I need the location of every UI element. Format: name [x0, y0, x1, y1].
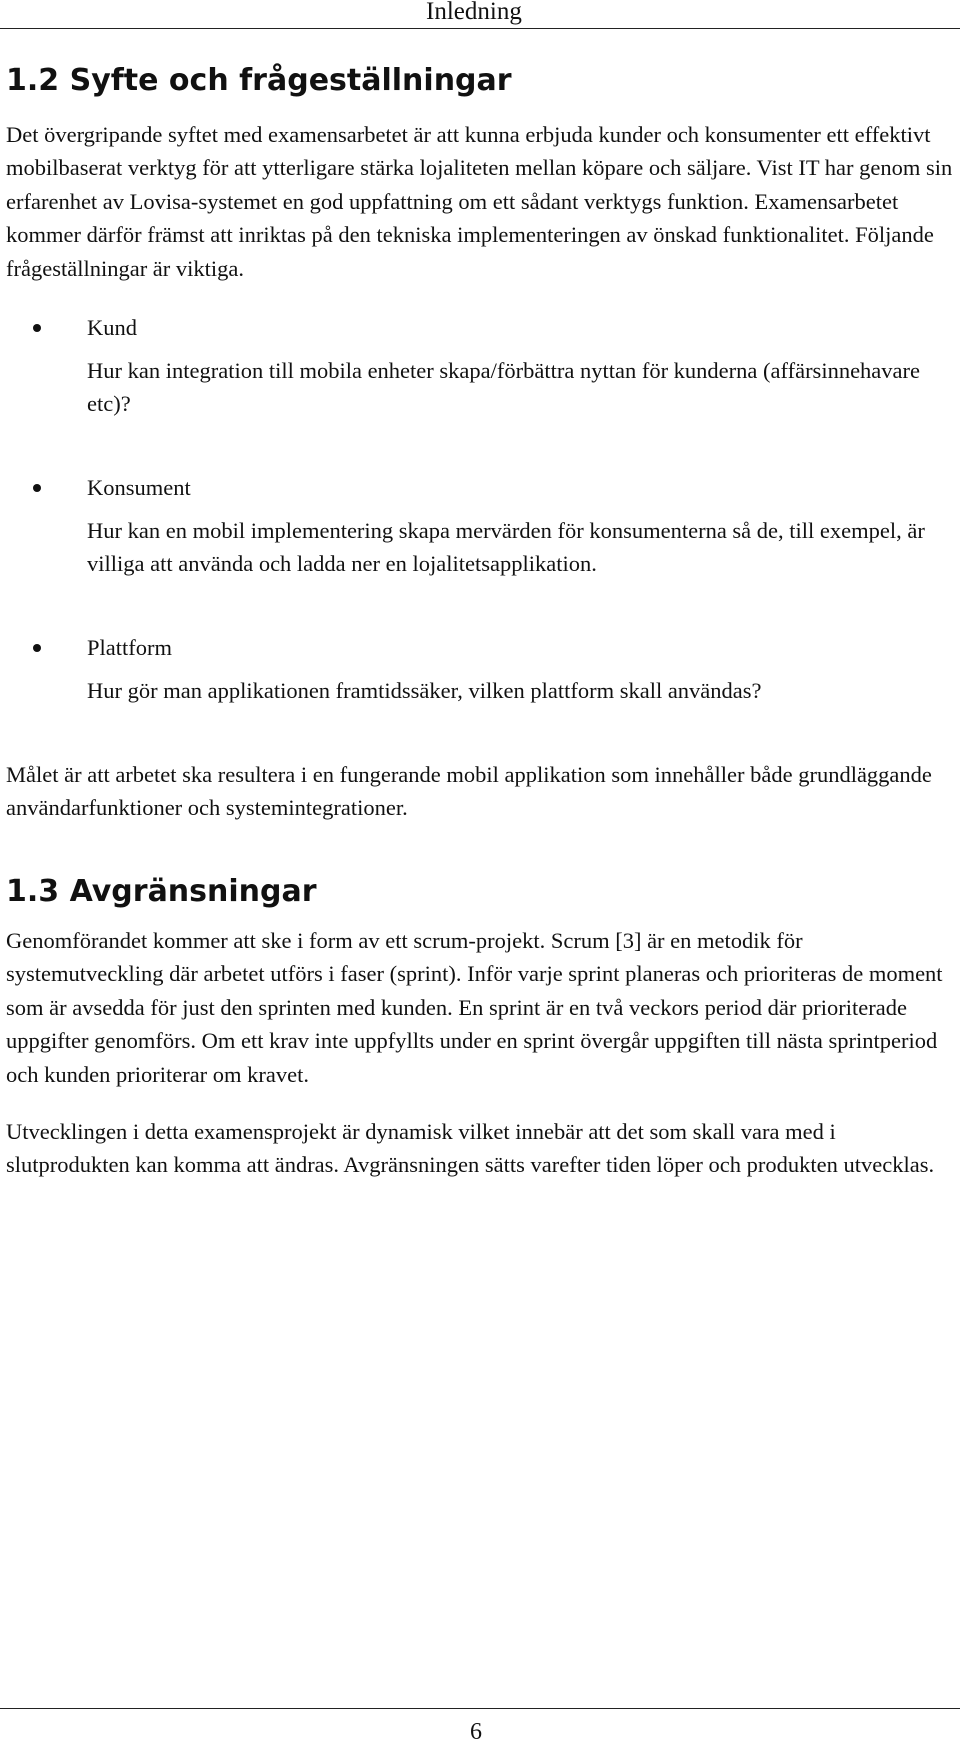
bullet-text: Hur kan en mobil implementering skapa mervärden för konsumenterna så de, till exempel, är villiga att använda och ladda ner en lojalitetsapplikation. [87, 518, 925, 577]
bullet-title: Kund [87, 315, 137, 340]
bullet-text: Hur kan integration till mobila enheter skapa/förbättra nyttan för kunderna (affärsinnehavare etc)? [87, 358, 921, 417]
bullet-title: Konsument [87, 475, 191, 500]
header-divider [0, 28, 960, 29]
syfte-intro-paragraph: Det övergripande syftet med examensarbetet är att kunna erbjuda kunder och konsumenter ett effektivt mobilbaserat verktyg för att ytterligare stärka lojaliteten mellan köpare och säljare. Vist IT har genom sin erfarenhet av Lovisa-systemet en god uppfattning om ett sådant verktygs funktion. Examensarbetet kommer därför främst att inriktas på den tekniska implementeringen av önskad funktionalitet. Följande frågeställningar är viktiga. [6, 122, 953, 281]
footer-divider [0, 1708, 960, 1709]
section-heading-syfte: 1.2 Syfte och frågeställningar [6, 63, 512, 98]
bullet-icon [33, 644, 41, 652]
bullet-title: Plattform [87, 635, 172, 660]
avgransningar-paragraph-2: Utvecklingen i detta examensprojekt är dynamisk vilket innebär att det som skall vara med i slutprodukten kan komma att ändras. Avgränsningen sätts varefter tiden löper och produkten utvecklas. [6, 1119, 935, 1178]
syfte-conclusion-paragraph: Målet är att arbetet ska resultera i en fungerande mobil applikation som innehåller både grundläggande användarfunktioner och systemintegrationer. [6, 762, 932, 821]
avgransningar-paragraph-1: Genomförandet kommer att ske i form av ett scrum-projekt. Scrum [3] är en metodik för systemutveckling där arbetet utförs i faser (sprint). Inför varje sprint planeras och prioriteras de moment som är avsedda för just den sprinten med kunden. En sprint är en två veckors period där prioriterade uppgifter genomförs. Om ett krav inte uppfyllts under en sprint övergår uppgiften till nästa sprintperiod och kunden prioriterar om kravet. [6, 928, 943, 1087]
section-heading-avgransningar: 1.3 Avgränsningar [6, 874, 317, 909]
bullet-text: Hur gör man applikationen framtidssäker, vilken plattform skall användas? [87, 678, 762, 703]
running-header: Inledning [426, 0, 522, 25]
page-number: 6 [470, 1719, 482, 1745]
bullet-icon [33, 324, 41, 332]
bullet-icon [33, 484, 41, 492]
